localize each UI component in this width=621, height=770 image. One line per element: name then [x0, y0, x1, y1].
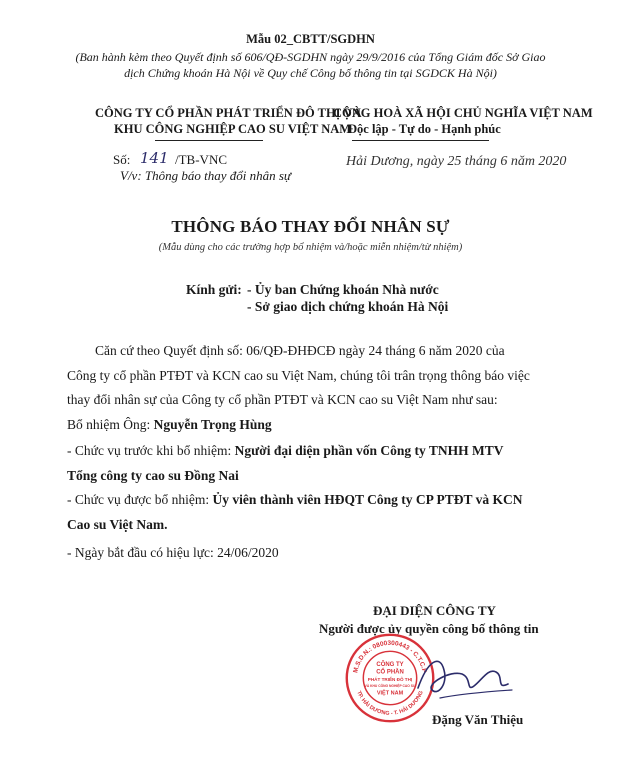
document-subject: V/v: Thông báo thay đổi nhân sự	[120, 168, 292, 183]
doc-number-suffix: /TB-VNC	[175, 152, 227, 167]
previous-position-value-cont: Tổng công ty cao su Đồng Nai	[67, 468, 239, 483]
form-note-line2: dịch Chứng khoán Hà Nội về Quy chế Công bố thông tin tại SGDCK Hà Nội)	[124, 66, 497, 80]
representative-title: ĐẠI DIỆN CÔNG TY	[373, 603, 496, 618]
body-paragraph-line3: thay đổi nhân sự của Công ty cổ phần PTĐT và KCN cao su Việt Nam như sau:	[67, 392, 498, 407]
seal-inner-line5: VIỆT NAM	[376, 690, 404, 697]
signature-stroke	[418, 661, 508, 691]
appointment-line	[67, 417, 272, 433]
body-paragraph-line2: Công ty cổ phần PTĐT và KCN cao su Việt Nam, chúng tôi trân trọng thông báo việc	[67, 368, 530, 383]
nation-title: CỘNG HOÀ XÃ HỘI CHỦ NGHĨA VIỆT NAM	[333, 106, 593, 120]
signature-underline	[440, 690, 512, 698]
new-position-label: - Chức vụ được bổ nhiệm:	[67, 492, 213, 507]
doc-number-label: Số:	[113, 152, 131, 167]
document-title: THÔNG BÁO THAY ĐỔI NHÂN SỰ	[171, 217, 450, 236]
appointee-name: Nguyễn Trọng Hùng	[153, 417, 272, 432]
seal-bottom-text: TP. HẢI DƯƠNG - T. HẢI DƯƠNG	[355, 690, 425, 717]
new-position-value-cont: Cao su Việt Nam.	[67, 517, 168, 532]
company-underline	[155, 140, 263, 141]
document-subtitle: (Mẫu dùng cho các trường hợp bổ nhiệm và/hoặc miễn nhiệm/từ nhiệm)	[158, 242, 463, 253]
doc-number-handwritten: 141	[140, 149, 169, 167]
body-paragraph-line1: Căn cứ theo Quyết định số: 06/QĐ-ĐHĐCĐ ngày 24 tháng 6 năm 2020 của	[95, 343, 505, 358]
recipients-label: Kính gửi:	[186, 282, 242, 297]
previous-position-value: Người đại diện phần vốn Công ty TNHH MTV	[234, 443, 504, 458]
seal-inner-line1: CÔNG TY	[376, 662, 404, 669]
seal-inner-line2: CỔ PHẦN	[376, 669, 404, 676]
company-name-line1: CÔNG TY CỔ PHẦN PHÁT TRIỂN ĐÔ THỊ VÀ	[95, 106, 362, 120]
motto-underline	[352, 140, 489, 141]
national-motto: Độc lập - Tự do - Hạnh phúc	[348, 122, 501, 136]
effective-date-line: - Ngày bắt đầu có hiệu lực: 24/06/2020	[67, 545, 279, 560]
form-note-line1: (Ban hành kèm theo Quyết định số 606/QĐ-SGDHN ngày 29/9/2016 của Tổng Giám đốc Sở Giao	[75, 50, 546, 64]
seal-inner-line4: VÀ KHU CÔNG NGHIỆP CAO SU	[364, 684, 416, 689]
representative-subtitle: Người được ủy quyền công bố thông tin	[319, 621, 539, 636]
seal-outer-text: M.S.D.N.: 0800300443 - C.T.C.P	[352, 639, 428, 674]
place-date: Hải Dương, ngày 25 tháng 6 năm 2020	[346, 154, 567, 169]
previous-position-line	[67, 443, 504, 459]
form-code: Mẫu 02_CBTT/SGDHN	[246, 32, 375, 46]
handwritten-signature	[410, 640, 520, 710]
recipient-2: - Sở giao dịch chứng khoán Hà Nội	[247, 299, 449, 314]
previous-position-label: - Chức vụ trước khi bổ nhiệm:	[67, 443, 235, 458]
signer-name: Đặng Văn Thiệu	[432, 712, 524, 727]
recipient-1: - Ủy ban Chứng khoán Nhà nước	[247, 282, 439, 297]
new-position-line	[67, 492, 523, 508]
appointment-label: Bổ nhiệm Ông:	[67, 417, 154, 432]
company-name-line2: KHU CÔNG NGHIỆP CAO SU VIỆT NAM	[114, 122, 352, 136]
seal-inner-line3: PHÁT TRIỂN ĐÔ THỊ	[367, 676, 413, 682]
new-position-value: Ủy viên thành viên HĐQT Công ty CP PTĐT và KCN	[212, 492, 523, 507]
